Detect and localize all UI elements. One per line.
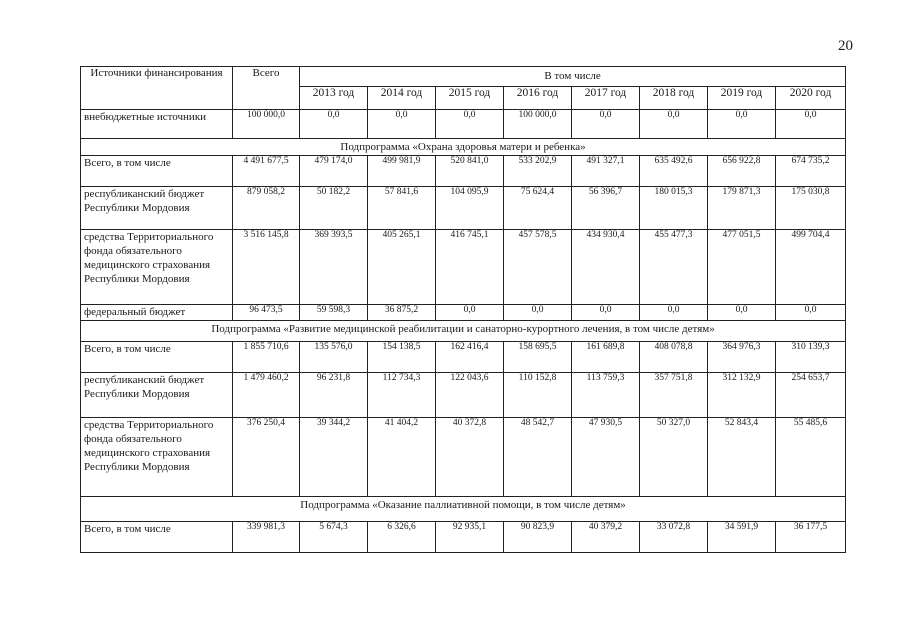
cell-total: 4 491 677,5: [233, 156, 300, 187]
row-label: внебюджетные источники: [81, 110, 233, 139]
financing-table: [80, 66, 846, 553]
cell-value: 0,0: [640, 305, 708, 321]
header-year: 2016 год: [504, 86, 572, 109]
table-row: [81, 373, 846, 418]
header-sources: Источники финансирования: [81, 67, 233, 110]
cell-value: 6 326,6: [368, 522, 436, 553]
subprogram-title: Подпрограмма «Охрана здоровья матери и ребенка»: [81, 139, 846, 156]
table-row: [81, 110, 846, 139]
row-label: средства Территориального фонда обязательного медицинского страхования Республики Мордовия: [81, 230, 233, 305]
cell-value: 499 704,4: [776, 230, 846, 305]
cell-value: 479 174,0: [300, 156, 368, 187]
cell-value: 48 542,7: [504, 418, 572, 497]
cell-value: 254 653,7: [776, 373, 846, 418]
cell-value: 0,0: [368, 110, 436, 139]
cell-value: 455 477,3: [640, 230, 708, 305]
cell-value: 110 152,8: [504, 373, 572, 418]
cell-value: 656 922,8: [708, 156, 776, 187]
section-row: [81, 139, 846, 156]
cell-value: 357 751,8: [640, 373, 708, 418]
cell-value: 112 734,3: [368, 373, 436, 418]
cell-value: 100 000,0: [504, 110, 572, 139]
cell-value: 0,0: [776, 305, 846, 321]
header-year: 2017 год: [572, 86, 640, 109]
cell-value: 405 265,1: [368, 230, 436, 305]
cell-value: 491 327,1: [572, 156, 640, 187]
cell-value: 104 095,9: [436, 187, 504, 230]
cell-value: 40 372,8: [436, 418, 504, 497]
cell-value: 533 202,9: [504, 156, 572, 187]
header-year: 2013 год: [300, 86, 368, 109]
cell-total: 96 473,5: [233, 305, 300, 321]
cell-value: 39 344,2: [300, 418, 368, 497]
cell-value: 113 759,3: [572, 373, 640, 418]
cell-value: 36 177,5: [776, 522, 846, 553]
cell-value: 0,0: [776, 110, 846, 139]
cell-value: 36 875,2: [368, 305, 436, 321]
row-label: средства Территориального фонда обязательного медицинского страхования Республики Мордовия: [81, 418, 233, 497]
row-label: республиканский бюджет Республики Мордовия: [81, 187, 233, 230]
cell-value: 0,0: [504, 305, 572, 321]
cell-value: 59 598,3: [300, 305, 368, 321]
header-year: 2019 год: [708, 86, 776, 109]
cell-value: 135 576,0: [300, 342, 368, 373]
header-year: 2018 год: [640, 86, 708, 109]
cell-value: 55 485,6: [776, 418, 846, 497]
cell-value: 96 231,8: [300, 373, 368, 418]
cell-value: 0,0: [436, 110, 504, 139]
table-row: [81, 187, 846, 230]
cell-value: 122 043,6: [436, 373, 504, 418]
cell-value: 674 735,2: [776, 156, 846, 187]
cell-total: 100 000,0: [233, 110, 300, 139]
cell-value: 56 396,7: [572, 187, 640, 230]
cell-value: 0,0: [708, 110, 776, 139]
table-row: [81, 342, 846, 373]
section-row: [81, 497, 846, 522]
cell-value: 408 078,8: [640, 342, 708, 373]
cell-value: 33 072,8: [640, 522, 708, 553]
cell-value: 90 823,9: [504, 522, 572, 553]
cell-value: 520 841,0: [436, 156, 504, 187]
page-number: 20: [838, 38, 853, 54]
section-row: [81, 321, 846, 342]
table-row: [81, 230, 846, 305]
cell-value: 0,0: [708, 305, 776, 321]
cell-value: 162 416,4: [436, 342, 504, 373]
cell-value: 416 745,1: [436, 230, 504, 305]
table-row: [81, 305, 846, 321]
cell-value: 0,0: [572, 305, 640, 321]
cell-total: 879 058,2: [233, 187, 300, 230]
header-year: 2015 год: [436, 86, 504, 109]
cell-value: 47 930,5: [572, 418, 640, 497]
header-year: 2020 год: [776, 86, 846, 109]
row-label: Всего, в том числе: [81, 342, 233, 373]
cell-value: 41 404,2: [368, 418, 436, 497]
cell-total: 3 516 145,8: [233, 230, 300, 305]
subprogram-title: Подпрограмма «Развитие медицинской реабилитации и санаторно-курортного лечения, в том числе детям»: [81, 321, 846, 342]
cell-value: 0,0: [436, 305, 504, 321]
table-row: [81, 156, 846, 187]
table-row: [81, 418, 846, 497]
cell-total: 376 250,4: [233, 418, 300, 497]
row-label: республиканский бюджет Республики Мордовия: [81, 373, 233, 418]
row-label: Всего, в том числе: [81, 522, 233, 553]
cell-value: 369 393,5: [300, 230, 368, 305]
cell-value: 154 138,5: [368, 342, 436, 373]
cell-value: 161 689,8: [572, 342, 640, 373]
cell-value: 57 841,6: [368, 187, 436, 230]
cell-total: 1 855 710,6: [233, 342, 300, 373]
row-label: федеральный бюджет: [81, 305, 233, 321]
header-including: В том числе: [300, 67, 846, 87]
cell-value: 50 182,2: [300, 187, 368, 230]
cell-value: 434 930,4: [572, 230, 640, 305]
cell-value: 40 379,2: [572, 522, 640, 553]
cell-value: 499 981,9: [368, 156, 436, 187]
cell-value: 364 976,3: [708, 342, 776, 373]
cell-value: 75 624,4: [504, 187, 572, 230]
cell-value: 0,0: [572, 110, 640, 139]
cell-value: 635 492,6: [640, 156, 708, 187]
table-row: [81, 522, 846, 553]
cell-value: 0,0: [640, 110, 708, 139]
cell-value: 310 139,3: [776, 342, 846, 373]
cell-value: 0,0: [300, 110, 368, 139]
subprogram-title: Подпрограмма «Оказание паллиативной помощи, в том числе детям»: [81, 497, 846, 522]
header-total: Всего: [233, 67, 300, 110]
row-label: Всего, в том числе: [81, 156, 233, 187]
cell-value: 50 327,0: [640, 418, 708, 497]
cell-value: 158 695,5: [504, 342, 572, 373]
cell-value: 180 015,3: [640, 187, 708, 230]
cell-value: 92 935,1: [436, 522, 504, 553]
cell-total: 1 479 460,2: [233, 373, 300, 418]
cell-value: 179 871,3: [708, 187, 776, 230]
cell-value: 457 578,5: [504, 230, 572, 305]
cell-value: 34 591,9: [708, 522, 776, 553]
cell-value: 5 674,3: [300, 522, 368, 553]
header-year: 2014 год: [368, 86, 436, 109]
cell-value: 52 843,4: [708, 418, 776, 497]
cell-value: 477 051,5: [708, 230, 776, 305]
cell-value: 175 030,8: [776, 187, 846, 230]
cell-value: 312 132,9: [708, 373, 776, 418]
cell-total: 339 981,3: [233, 522, 300, 553]
